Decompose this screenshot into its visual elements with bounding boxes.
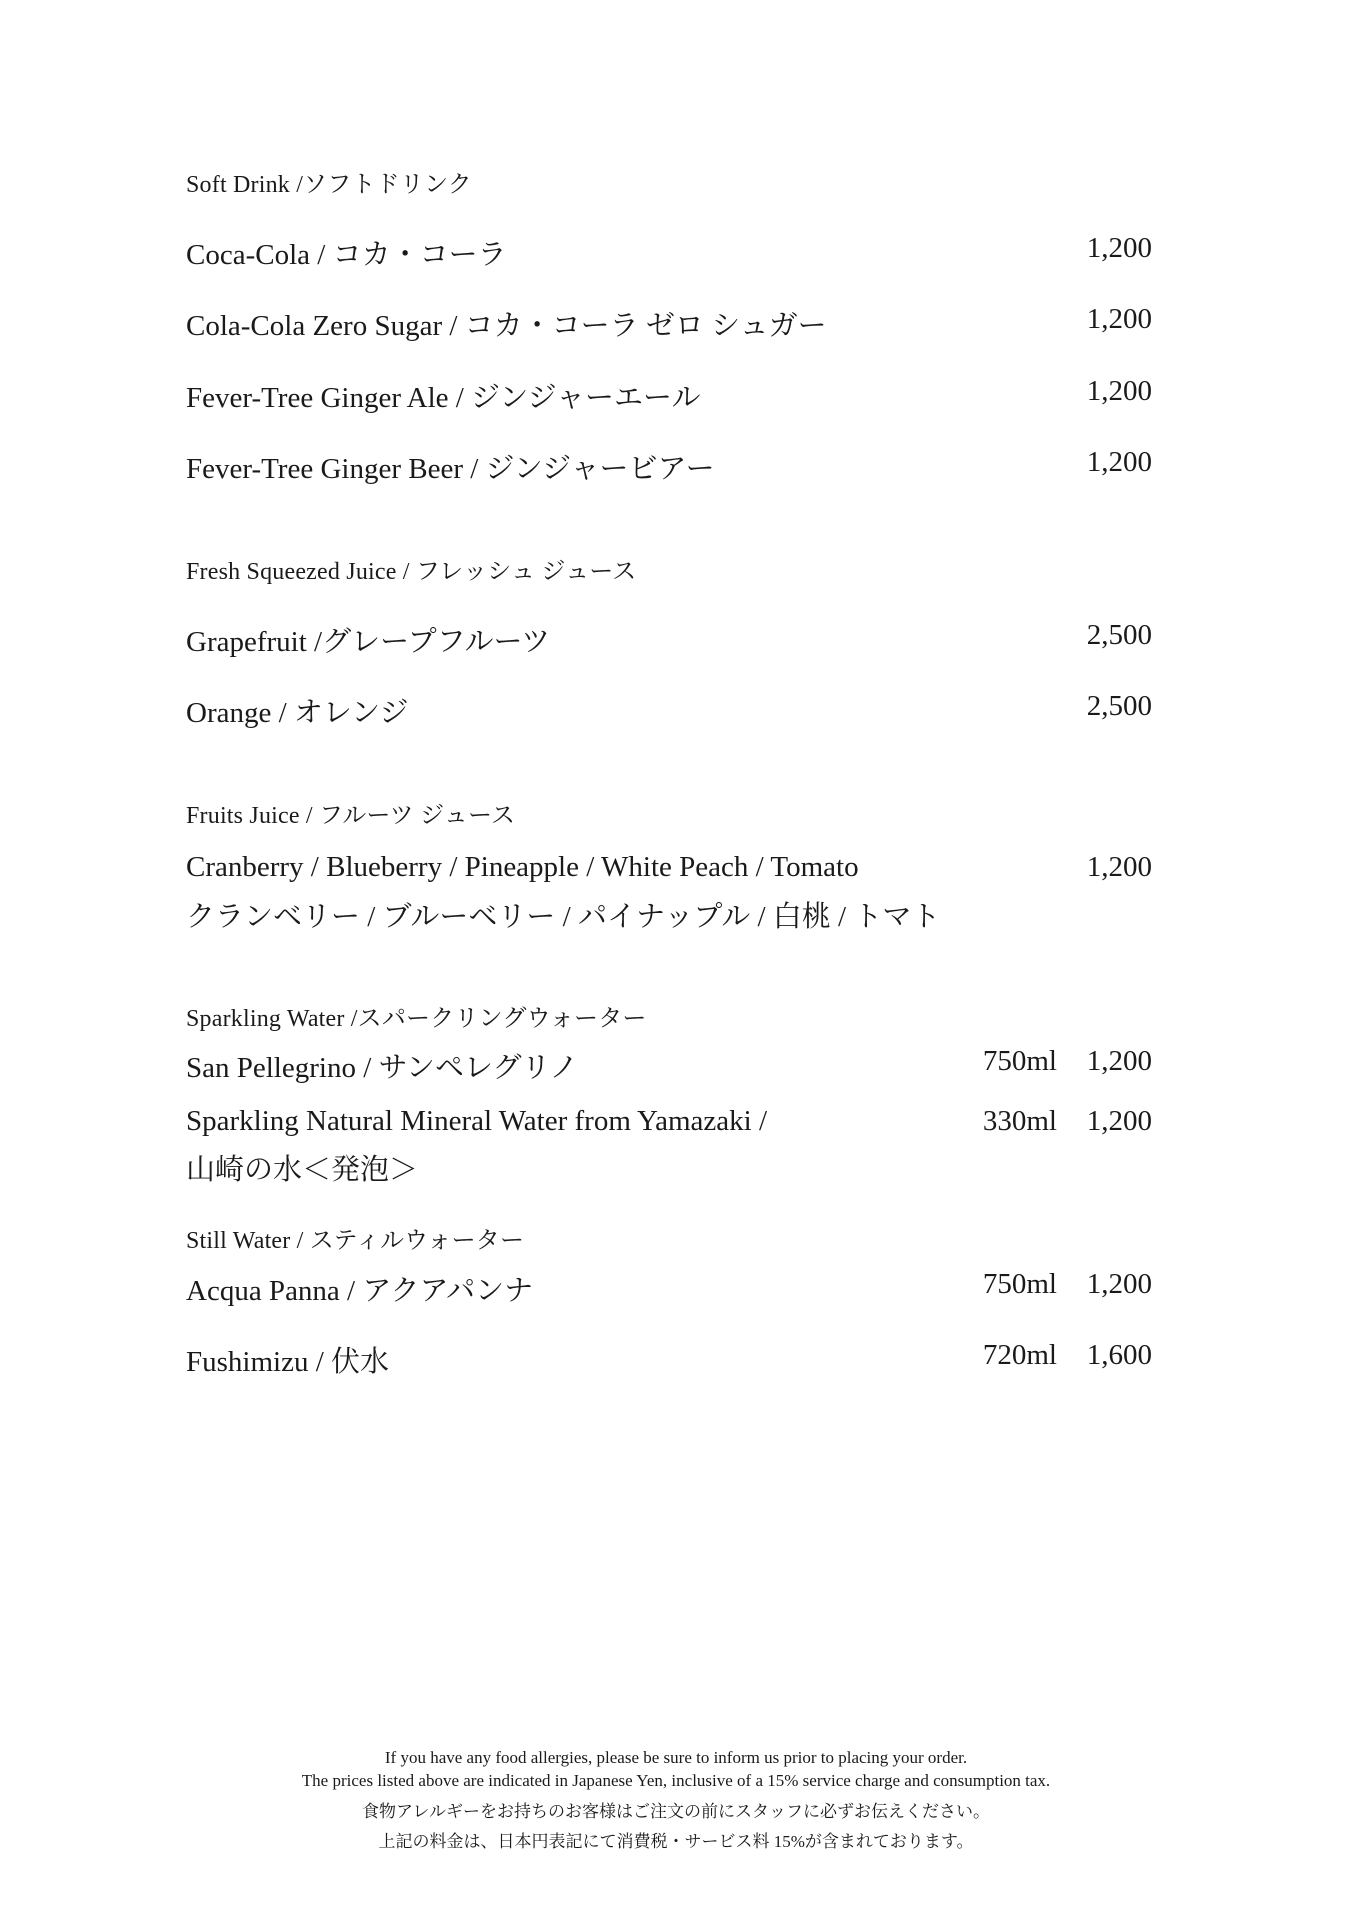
section-heading-soft-drink: Soft Drink /ソフトドリンク bbox=[186, 172, 472, 198]
section-heading-fruits-juice: Fruits Juice / フルーツ ジュース bbox=[186, 803, 516, 829]
section-heading-fresh-juice: Fresh Squeezed Juice / フレッシュ ジュース bbox=[186, 559, 637, 585]
menu-item-price: 1,200 bbox=[1086, 232, 1152, 264]
menu-item-price: 1,200 bbox=[1086, 446, 1152, 478]
menu-item-name: Orange / オレンジ bbox=[186, 697, 409, 729]
menu-item-volume: 750ml bbox=[982, 1045, 1057, 1077]
menu-item-name: Fushimizu / 伏水 bbox=[186, 1346, 390, 1378]
menu-item-volume: 720ml bbox=[982, 1339, 1057, 1371]
menu-item-volume: 750ml bbox=[982, 1268, 1057, 1300]
footer-allergy-note-ja: 食物アレルギーをお持ちのお客様はご注文の前にスタッフに必ずお伝えください。 bbox=[362, 1802, 990, 1821]
menu-item-name: Sparkling Natural Mineral Water from Yamazaki / bbox=[186, 1105, 768, 1137]
menu-item-name: Acqua Panna / アクアパンナ bbox=[186, 1275, 534, 1307]
footer-price-note-ja: 上記の料金は、日本円表記にて消費税・サービス料 15%が含まれております。 bbox=[378, 1832, 974, 1851]
menu-item-price: 1,200 bbox=[1086, 375, 1152, 407]
menu-item-price: 1,200 bbox=[1086, 1268, 1152, 1300]
menu-item-price: 1,600 bbox=[1086, 1339, 1152, 1371]
menu-item-price: 1,200 bbox=[1086, 1045, 1152, 1077]
menu-item-price: 1,200 bbox=[1086, 1105, 1152, 1137]
section-heading-sparkling-water: Sparkling Water /スパークリングウォーター bbox=[186, 1006, 647, 1032]
footer-allergy-note-en: If you have any food allergies, please be sure to inform us prior to placing your order. bbox=[384, 1748, 968, 1767]
menu-item-volume: 330ml bbox=[982, 1105, 1057, 1137]
menu-item-price: 1,200 bbox=[1086, 303, 1152, 335]
menu-item-price: 2,500 bbox=[1086, 690, 1152, 722]
menu-item-name: Fever-Tree Ginger Ale / ジンジャーエール bbox=[186, 382, 701, 414]
menu-item-name: Cranberry / Blueberry / Pineapple / White Peach / Tomato bbox=[186, 851, 859, 883]
menu-item-name: Coca-Cola / コカ・コーラ bbox=[186, 239, 507, 271]
menu-item-name: Cola-Cola Zero Sugar / コカ・コーラ ゼロ シュガー bbox=[186, 310, 827, 342]
menu-item-name-japanese: 山崎の水＜発泡＞ bbox=[186, 1154, 419, 1186]
menu-item-name: Fever-Tree Ginger Beer / ジンジャービアー bbox=[186, 453, 715, 485]
menu-item-price: 2,500 bbox=[1086, 619, 1152, 651]
menu-item-name: San Pellegrino / サンペレグリノ bbox=[186, 1052, 579, 1084]
menu-item-name: Grapefruit /グレープフルーツ bbox=[186, 626, 551, 658]
footer-price-note-en: The prices listed above are indicated in Japanese Yen, inclusive of a 15% service charge and consumption tax. bbox=[301, 1771, 1051, 1790]
menu-item-price: 1,200 bbox=[1086, 851, 1152, 883]
section-heading-still-water: Still Water / スティルウォーター bbox=[186, 1228, 525, 1254]
menu-item-name-japanese: クランベリー / ブルーベリー / パイナップル / 白桃 / トマト bbox=[186, 901, 941, 933]
